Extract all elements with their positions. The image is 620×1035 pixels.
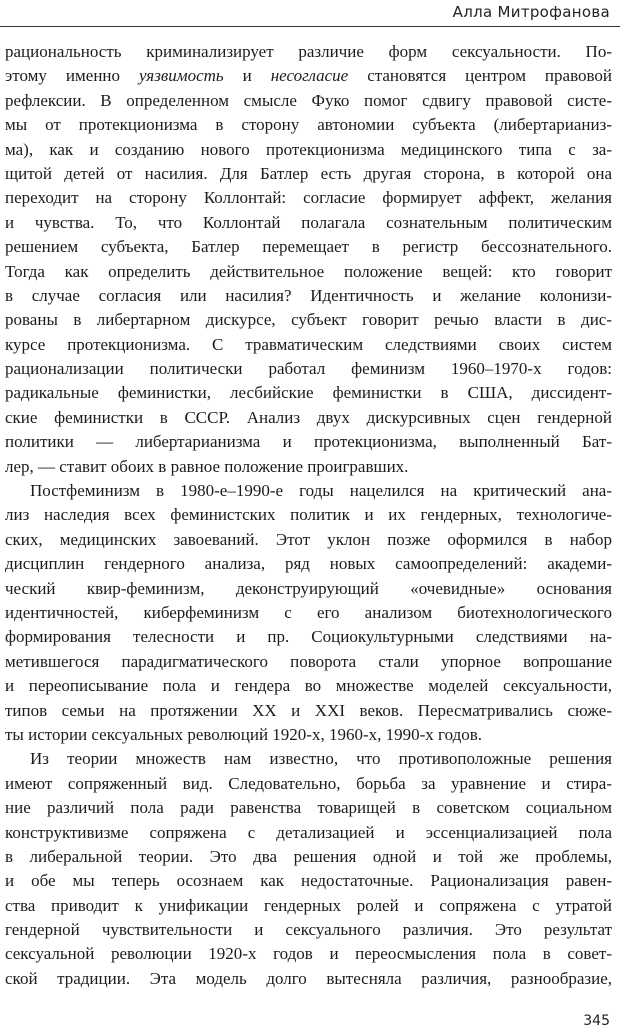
text-line: ние различий пола ради равенства товарищей в советском социальном [5, 798, 612, 818]
text-line: конструктивизме сопряжена с детализацией и эссенциализацией пола [5, 822, 612, 842]
paragraph-3 [5, 747, 612, 991]
body-text [5, 40, 612, 991]
text-line: формирования телесности и пр. Социокультурными следствиями на- [5, 627, 612, 647]
text-line: решением субъекта, Батлер перемещает в регистр бессознательного. [5, 237, 612, 257]
text-line: ческий квир-феминизм, деконструирующий «очевидные» основания [5, 578, 612, 598]
text-line: типов семьи на протяжении XX и XXI веков. Пересматривались сюже- [5, 700, 612, 720]
running-header-author: Алла Митрофанова [452, 3, 610, 21]
text-line: лиз наследия всех феминистских политик и их гендерных, технологиче- [5, 505, 612, 525]
text-line: в случае согласия или насилия? Идентичность и желание колонизи- [5, 285, 612, 305]
text-line: сексуальной революции 1920-х годов и переосмысления пола в совет- [5, 944, 612, 964]
italic-term: несогласие [270, 66, 349, 86]
text-line: Тогда как определить действительное положение вещей: кто говорит [5, 261, 612, 281]
text-line: Постфеминизм в 1980-е–1990-е годы нацелился на критический ана- [30, 481, 612, 501]
text-line: ты истории сексуальных революций 1920-х, 1960-х, 1990-х годов. [5, 724, 483, 744]
text-line: ства приводит к унификации гендерных ролей и сопряжена с утратой [5, 895, 612, 915]
text-line: рационализации политически работал феминизм 1960–1970-х годов: [5, 359, 612, 379]
text-line: ских, медицинских завоеваний. Этот уклон позже оформился в набор [5, 529, 612, 549]
text-line: ские феминистки в СССР. Анализ двух дискурсивных сцен гендерной [5, 407, 612, 427]
text-line: курсе протекционизма. С травматическим следствиями своих систем [5, 334, 612, 354]
text-line: метившегося парадигматического поворота стали упорное вопрошание [5, 651, 612, 671]
text-line: гендерной чувствительности и сексуального различия. Это результат [5, 920, 612, 940]
text-line: и обе мы теперь осознаем как недостаточные. Рационализация равен- [5, 871, 612, 891]
text-line: мы от протекционизма в сторону автономии субъекта (либертарианиз- [5, 115, 612, 135]
text-line: ской традиции. Эта модель долго вытесняла различия, разнообразие, [5, 968, 612, 988]
text-line: переходит на сторону Коллонтай: согласие формирует аффект, желания [5, 188, 612, 208]
text-line: Из теории множеств нам известно, что противоположные решения [30, 749, 612, 769]
text-line: дисциплин гендерного анализа, ряд новых самоопределений: академи- [5, 554, 612, 574]
paragraph-1 [5, 40, 612, 479]
text-line: политики — либертарианизма и протекционизма, выполненный Бат- [5, 432, 612, 452]
text-line: щитой детей от насилия. Для Батлер есть другая сторона, в которой она [5, 163, 612, 183]
page-number: 345 [583, 1013, 610, 1029]
text-line: в либеральной теории. Это два решения одной и той же проблемы, [5, 846, 612, 866]
italic-term: уязвимость [139, 66, 224, 86]
text-line: рефлексии. В определенном смысле Фуко помог сдвигу правовой систе- [5, 90, 612, 110]
text-line: радикальные феминистки, лесбийские феминистки в США, диссидент- [5, 383, 612, 403]
text-line: ма), как и созданию нового протекционизма медицинского типа с за- [5, 139, 612, 159]
paragraph-2 [5, 479, 612, 747]
text-line: рованы в либертарном дискурсе, субъект говорит речью власти в дис- [5, 310, 612, 330]
text-line: лер, — ставит обоих в равное положение проигравших. [5, 456, 409, 476]
text-line: и переописывание пола и гендера во множестве моделей сексуальности, [5, 676, 612, 696]
text-line: и чувства. То, что Коллонтай полагала сознательным политическим [5, 212, 612, 232]
text-line: этому именно уязвимость и несогласие становятся центром правовой [5, 66, 612, 86]
text-line: идентичностей, киберфеминизм с его анализом биотехнологического [5, 602, 612, 622]
text-line: имеют сопряженный вид. Следовательно, борьба за уравнение и стира- [5, 773, 612, 793]
text-line: рациональность криминализирует различие форм сексуальности. По- [5, 42, 612, 61]
header-rule [0, 26, 620, 27]
